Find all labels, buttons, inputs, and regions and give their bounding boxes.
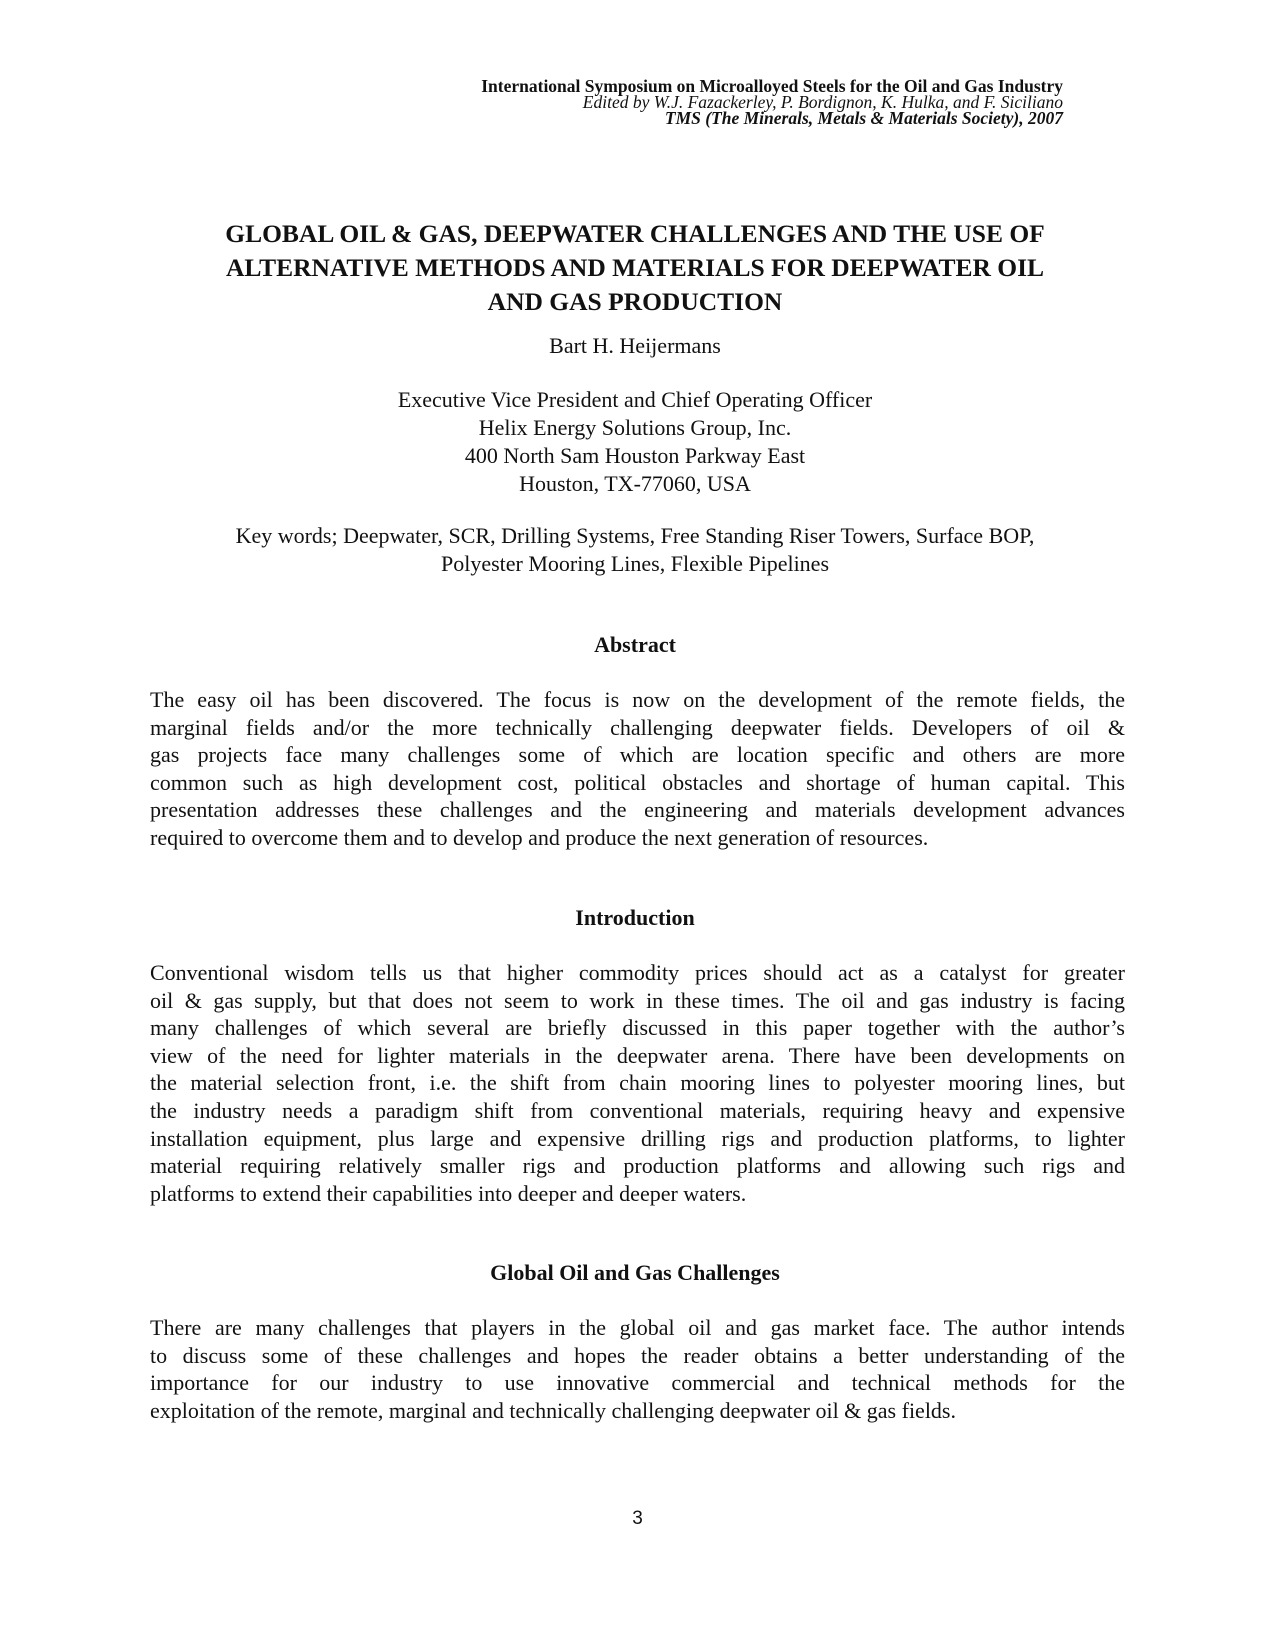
author-affiliation [150,386,1120,498]
text-line: The easy oil has been discovered. The focus is now on the development of the remote fields, the [150,687,1125,712]
text-line: to discuss some of these challenges and hopes the reader obtains a better understanding of the [150,1342,1125,1368]
text-line: gas projects face many challenges some of which are location specific and others are more [150,742,1125,768]
affiliation-line: Helix Energy Solutions Group, Inc. [478,415,792,440]
text-line: presentation addresses these challenges and the engineering and materials development advances [150,797,1125,823]
text-line: oil & gas supply, but that does not seem to work in these times. The oil and gas industry is facing [150,987,1125,1013]
affiliation-line: 400 North Sam Houston Parkway East [464,443,806,468]
text-line: many challenges of which several are briefly discussed in this paper together with the author’s [150,1015,1125,1041]
running-header [481,78,1063,126]
text-line: There are many challenges that players in the global oil and gas market face. The author intends [150,1315,1125,1340]
text-line: exploitation of the remote, marginal and technically challenging deepwater oil & gas fields. [150,1397,956,1423]
global-challenges-paragraph [150,1314,1125,1424]
introduction-heading: Introduction [575,905,695,930]
abstract-heading: Abstract [594,632,676,657]
text-line: platforms to extend their capabilities into deeper and deeper waters. [150,1180,747,1206]
keywords-line: Key words; Deepwater, SCR, Drilling Systems, Free Standing Riser Towers, Surface BOP, [235,523,1035,548]
text-line: the industry needs a paradigm shift from conventional materials, requiring heavy and expensive [150,1097,1125,1123]
text-line: the material selection front, i.e. the shift from chain mooring lines to polyester mooring lines, but [150,1070,1125,1096]
text-line: common such as high development cost, political obstacles and shortage of human capital. This [150,769,1125,795]
header-publisher: TMS (The Minerals, Metals & Materials Society), 2007 [664,108,1063,128]
affiliation-line: Executive Vice President and Chief Operating Officer [397,387,873,412]
abstract-paragraph [150,686,1125,852]
text-line: importance for our industry to use innovative commercial and technical methods for the [150,1370,1125,1396]
page-number: 3 [632,1508,643,1529]
title-line: ALTERNATIVE METHODS AND MATERIALS FOR DEEPWATER OIL [225,253,1045,282]
title-line: AND GAS PRODUCTION [487,287,783,316]
text-line: marginal fields and/or the more technically challenging deepwater fields. Developers of oil & [150,714,1125,740]
text-line: Conventional wisdom tells us that higher commodity prices should act as a catalyst for greater [150,960,1125,985]
introduction-paragraph [150,959,1125,1207]
affiliation-line: Houston, TX-77060, USA [519,471,751,496]
text-line: required to overcome them and to develop and produce the next generation of resources. [150,824,929,850]
text-line: installation equipment, plus large and expensive drilling rigs and production platforms, to lighter [150,1125,1125,1151]
title-line: GLOBAL OIL & GAS, DEEPWATER CHALLENGES AND THE USE OF [225,219,1045,248]
keywords [150,522,1120,578]
header-editors: Edited by W.J. Fazackerley, P. Bordignon, K. Hulka, and F. Siciliano [582,92,1063,112]
paper-title [150,217,1120,319]
global-challenges-heading: Global Oil and Gas Challenges [490,1260,780,1285]
header-symposium: International Symposium on Microalloyed Steels for the Oil and Gas Industry [481,76,1063,96]
text-line: view of the need for lighter materials in the deepwater arena. There have been developments on [150,1042,1125,1068]
text-line: material requiring relatively smaller rigs and production platforms and allowing such rigs and [150,1153,1125,1179]
keywords-line: Polyester Mooring Lines, Flexible Pipelines [440,551,830,576]
author-name: Bart H. Heijermans [549,333,721,358]
